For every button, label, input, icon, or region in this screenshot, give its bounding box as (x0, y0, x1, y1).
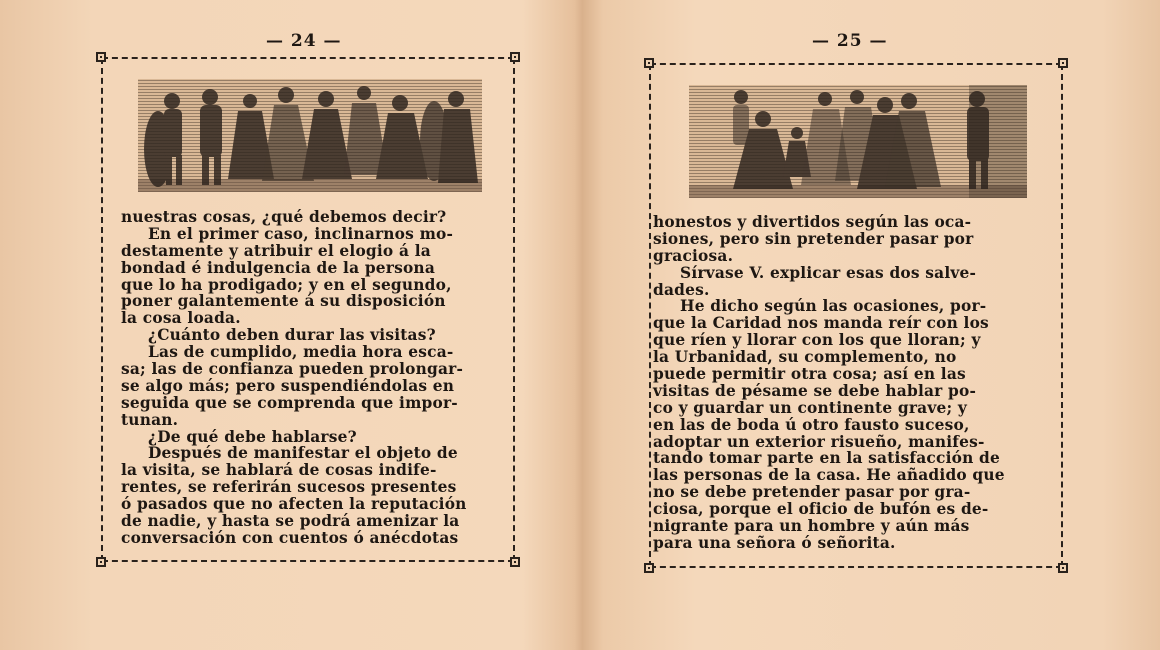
corner-ornament (644, 58, 654, 68)
text-line: Después de manifestar el objeto de (148, 444, 458, 463)
text-line: Sírvase V. explicar esas dos salve- (680, 263, 977, 282)
text-line: se algo más; pero suspendiéndolas en (121, 376, 455, 395)
text-line: honestos y divertidos según las oca- (653, 213, 972, 231)
text-line: visitas de pésame se debe hablar po- (653, 381, 977, 400)
corner-ornament (510, 557, 520, 567)
corner-ornament (510, 52, 520, 62)
corner-ornament (1058, 563, 1068, 573)
text-line: dades. (653, 280, 710, 299)
text-line: poner galantemente á su disposición (121, 292, 446, 311)
engraving-greeting-illustration (689, 85, 1027, 198)
text-line: de nadie, y hasta se podrá amenizar la (121, 512, 460, 531)
corner-ornament (1058, 58, 1068, 68)
text-line: graciosa. (653, 246, 734, 265)
text-line: tunan. (121, 410, 179, 429)
corner-ornament (644, 563, 654, 573)
page-text (121, 209, 496, 547)
page-text (653, 214, 1028, 552)
decorative-frame (644, 58, 1068, 573)
text-line: nuestras cosas, ¿qué debemos decir? (121, 208, 447, 226)
page-number: — 24 — (266, 31, 342, 51)
text-line: las personas de la casa. He añadido que (653, 466, 1005, 485)
text-line: En el primer caso, inclinarnos mo- (148, 224, 454, 243)
text-line: puede permitir otra cosa; así en las (653, 365, 966, 384)
text-line: conversación con cuentos ó anécdotas (121, 528, 459, 547)
text-line: siones, pero sin pretender pasar por (653, 229, 974, 248)
decorative-frame (96, 52, 520, 567)
corner-ornament (96, 52, 106, 62)
text-line: adoptar un exterior risueño, manifes- (653, 432, 985, 451)
text-line: bondad é indulgencia de la persona (121, 258, 435, 277)
text-line: seguida que se comprenda que impor- (121, 393, 458, 412)
text-line: que lo ha prodigado; y en el segundo, (121, 275, 452, 294)
text-line: para una señora ó señorita. (653, 533, 896, 552)
text-line: que ríen y llorar con los que lloran; y (653, 331, 981, 350)
text-line: sa; las de confianza pueden prolongar- (121, 360, 464, 379)
text-line: no se debe pretender pasar por gra- (653, 483, 971, 502)
text-line: la visita, se hablará de cosas indife- (121, 461, 437, 480)
text-line: ó pasados que no afecten la reputación (121, 495, 467, 514)
corner-ornament (96, 557, 106, 567)
text-line: ciosa, porque el oficio de bufón es de- (653, 500, 989, 519)
text-line: tando tomar parte en la satisfacción de (653, 449, 1000, 468)
text-line: la Urbanidad, su complemento, no (653, 348, 957, 367)
text-line: en las de boda ú otro fausto suceso, (653, 415, 970, 434)
text-line: destamente y atribuir el elogio á la (121, 241, 431, 260)
right-page (580, 0, 1160, 650)
page-number: — 25 — (812, 31, 888, 51)
text-line: He dicho según las ocasiones, por- (680, 297, 987, 316)
text-line: co y guardar un continente grave; y (653, 398, 968, 417)
text-line: nigrante para un hombre y aún más (653, 517, 970, 536)
text-line: Las de cumplido, media hora esca- (148, 343, 454, 362)
text-line: ¿Cuánto deben durar las visitas? (148, 326, 436, 345)
text-line: la cosa loada. (121, 309, 241, 328)
engraving-parlor-visit-illustration (138, 79, 482, 192)
text-line: rentes, se referirán sucesos presentes (121, 478, 457, 497)
text-line: ¿De qué debe hablarse? (148, 427, 357, 446)
text-line: que la Caridad nos manda reír con los (653, 314, 989, 333)
